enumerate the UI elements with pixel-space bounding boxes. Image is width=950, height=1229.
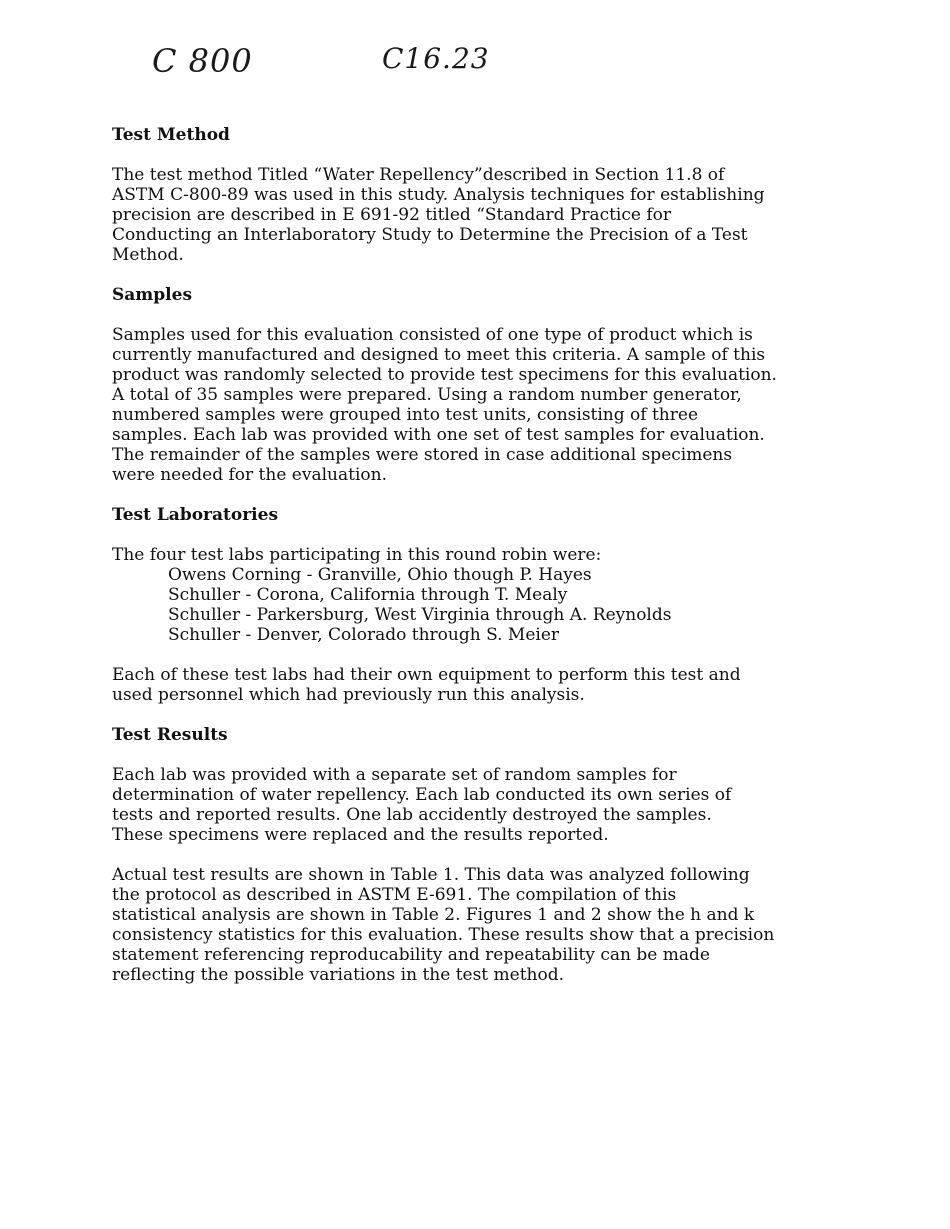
text-line: A total of 35 samples were prepared. Using a random number generator, xyxy=(112,385,742,405)
text-line: ASTM C-800-89 was used in this study. Analysis techniques for establishing xyxy=(112,185,765,205)
text-line: consistency statistics for this evaluation. These results show that a precision xyxy=(112,925,775,945)
text-line: determination of water repellency. Each lab conducted its own series of xyxy=(112,785,732,805)
text-line: These specimens were replaced and the results reported. xyxy=(112,825,609,845)
lab-list-item: Schuller - Corona, California through T. Mealy xyxy=(168,585,568,605)
text-line: Actual test results are shown in Table 1. This data was analyzed following xyxy=(112,865,750,885)
heading-samples: Samples xyxy=(112,285,193,305)
heading-test-laboratories: Test Laboratories xyxy=(112,505,279,525)
lab-list-item: Schuller - Parkersburg, West Virginia through A. Reynolds xyxy=(168,605,672,625)
text-line: samples. Each lab was provided with one set of test samples for evaluation. xyxy=(112,425,765,445)
lab-list-item: Owens Corning - Granville, Ohio though P. Hayes xyxy=(168,565,592,585)
text-line: statistical analysis are shown in Table 2. Figures 1 and 2 show the h and k xyxy=(112,905,755,925)
text-line: The remainder of the samples were stored in case additional specimens xyxy=(112,445,733,465)
section-samples xyxy=(112,285,872,485)
paragraph-results-2 xyxy=(112,865,872,985)
text-line: precision are described in E 691-92 titled “Standard Practice for xyxy=(112,205,672,225)
text-line: Method. xyxy=(112,245,184,265)
paragraph-lab-equipment xyxy=(112,665,872,705)
text-line: currently manufactured and designed to meet this criteria. A sample of this xyxy=(112,345,766,365)
section-test-method xyxy=(112,125,872,265)
handwritten-note-c16-23: C16.23 xyxy=(382,42,490,75)
paragraph-lab-list xyxy=(112,545,872,645)
text-line: The four test labs participating in this round robin were: xyxy=(112,545,602,565)
section-test-laboratories xyxy=(112,505,872,705)
paragraph-test-method xyxy=(112,165,872,265)
text-line: product was randomly selected to provide test specimens for this evaluation. xyxy=(112,365,777,385)
lab-list-item: Schuller - Denver, Colorado through S. Meier xyxy=(168,625,560,645)
heading-test-results: Test Results xyxy=(112,725,228,745)
text-line: reflecting the possible variations in the test method. xyxy=(112,965,565,985)
text-line: the protocol as described in ASTM E-691. The compilation of this xyxy=(112,885,677,905)
text-line: Conducting an Interlaboratory Study to Determine the Precision of a Test xyxy=(112,225,748,245)
text-line: statement referencing reproducability and repeatability can be made xyxy=(112,945,710,965)
section-test-results xyxy=(112,725,872,985)
handwritten-note-c800: C 800 xyxy=(152,42,253,80)
text-line: Each of these test labs had their own equipment to perform this test and xyxy=(112,665,741,685)
heading-test-method: Test Method xyxy=(112,125,230,145)
text-line: were needed for the evaluation. xyxy=(112,465,387,485)
paragraph-samples xyxy=(112,325,872,485)
text-line: Each lab was provided with a separate set of random samples for xyxy=(112,765,677,785)
document-body xyxy=(112,125,872,985)
text-line: tests and reported results. One lab accidently destroyed the samples. xyxy=(112,805,712,825)
text-line: numbered samples were grouped into test units, consisting of three xyxy=(112,405,699,425)
paragraph-results-1 xyxy=(112,765,872,845)
text-line: used personnel which had previously run this analysis. xyxy=(112,685,585,705)
text-line: The test method Titled “Water Repellency”described in Section 11.8 of xyxy=(112,165,725,185)
text-line: Samples used for this evaluation consisted of one type of product which is xyxy=(112,325,753,345)
